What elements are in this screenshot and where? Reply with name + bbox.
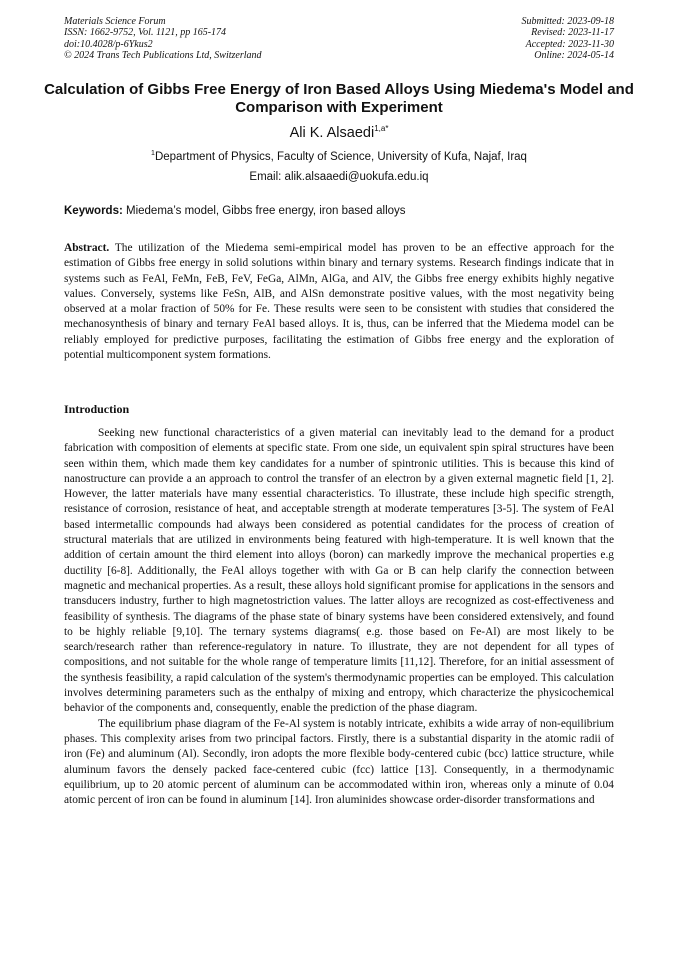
journal-issn: ISSN: 1662-9752, Vol. 1121, pp 165-174 — [64, 27, 227, 39]
date-accepted: Accepted: 2023-11-30 — [525, 38, 614, 50]
abstract-text: The utilization of the Miedema semi-empirical model has proven to be an effective approach for the estimation of Gibbs free energy in solid solutions within binary and ternary systems. Research findings indicate that in systems such as FeAl, FeMn, FeB, FeV, FeGa, AlMn, AlGa, and AlV, the Gibbs free energy exhibits highly negative values. Conversely, systems like FeSn, AlB, and AlSn demonstrate positive values, with the most negativity being observed at a molar fraction of 50% for Fe. These results were seen to be consistent with studies that considered the mechanosynthesis of binary and ternary FeAl based alloys. It is, thus, can be inferred that the Miedema model can be reliably employed for predictive purposes, facilitating the estimation of Gibbs free energy and the exploration of potential multicomponent system formations. — [64, 242, 614, 362]
affiliation-text: Department of Physics, Faculty of Science, University of Kufa, Najaf, Iraq — [154, 151, 527, 163]
author-line — [0, 124, 678, 141]
journal-doi: doi:10.4028/p-6Ykus2 — [64, 38, 153, 50]
date-online: Online: 2024-05-14 — [534, 50, 614, 62]
journal-info — [64, 16, 262, 62]
keywords-label: Keywords: — [64, 205, 123, 217]
introduction-paragraph: The equilibrium phase diagram of the Fe-Al system is notably intricate, exhibits a wide array of non-equilibrium phases. This complexity arises from two principal factors. Firstly, there is a substantial disparity in the atomic radii of iron (Fe) and aluminum (Al). Secondly, iron adopts the more flexible body-centered cubic (bcc) lattice structure, while aluminum favors the densely packed face-centered cubic (fcc) lattice [13]. Consequently, in a thermodynamic equilibrium, up to 20 atomic percent of aluminum can be accommodated within iron, whereas only a minute of 0.04 atomic percent of iron can be found in aluminum [14]. Iron aluminides showcase order-disorder transformations and — [64, 717, 614, 807]
keywords — [64, 205, 614, 217]
paper-title: Calculation of Gibbs Free Energy of Iron Based Alloys Using Miedema's Model and Comparison with Experiment — [44, 81, 634, 116]
publication-dates — [522, 16, 615, 62]
introduction-body — [64, 426, 614, 808]
abstract — [64, 241, 614, 363]
abstract-label: Abstract. — [64, 242, 110, 254]
affiliation — [0, 150, 678, 163]
author-name: Ali K. Alsaedi — [289, 125, 375, 141]
section-heading-introduction: Introduction — [64, 402, 130, 416]
author-email: Email: alik.alsaaedi@uokufa.edu.iq — [249, 171, 429, 183]
introduction-paragraph: Seeking new functional characteristics of a given material can inevitably lead to the demand for a product fabrication with composition of elements at specific state. From one side, un equivalent spin spiral structures have been seen within them, which made them key candidates for a number of spintronic utilities. This is because this kind of nanostructure can provide a an approach to control the transfer of an electron by a given external magnetic field [1, 2]. However, the latter materials have many essential characteristics. To illustrate, these include high specific strength, resistance of corrosion, resistance of heat, and acceptable strength at moderate temperatures [3-5]. The system of FeAl based intermetallic compounds had always been considered as potential candidates for the process of creation of structural materials that are utilized in environments being featured with high-temperature. It is well known that the addition of certain amount the third element into alloys (boron) can markedly improve the mechanical properties e.g ductility [6-8]. Additionally, the FeAl alloys together with with Ga or B can help clarify the connection between magnetic and mechanical properties. As a result, these alloys hold significant promise for applications in the sensors and transducers industry, further to high magnetostriction values. The latter alloys are recognized as cost-effectiveness and feasibility of synthesis. The diagrams of the phase state of binary systems have been considered extensively, and found to be highly reliable [9,10]. The ternary systems diagrams( e.g. those based on Fe-Al) are most likely to be search/research rather than reference-regulatory in nature. To illustrate, they are not dependent for all types of compositions, and not suitable for the whole range of temperature limits [11,12]. Therefore, for an initial assessment of the synthesis feasibility, a rapid calculation of the system's thermodynamic properties can be employed. This calculation involves determining parameters such as the enthalpy of mixing and entropy, which characterize the physicochemical behavior of the components and, consequently, enable the prediction of the phase diagram. — [64, 427, 614, 715]
author-marks: 1,a* — [374, 124, 389, 133]
keywords-text: Miedema’s model, Gibbs free energy, iron based alloys — [126, 205, 406, 217]
affiliation-mark: 1 — [151, 150, 155, 157]
date-revised: Revised: 2023-11-17 — [531, 27, 614, 39]
date-submitted: Submitted: 2023-09-18 — [521, 16, 614, 27]
journal-name: Materials Science Forum — [64, 16, 166, 27]
journal-copyright: © 2024 Trans Tech Publications Ltd, Switzerland — [64, 50, 262, 62]
